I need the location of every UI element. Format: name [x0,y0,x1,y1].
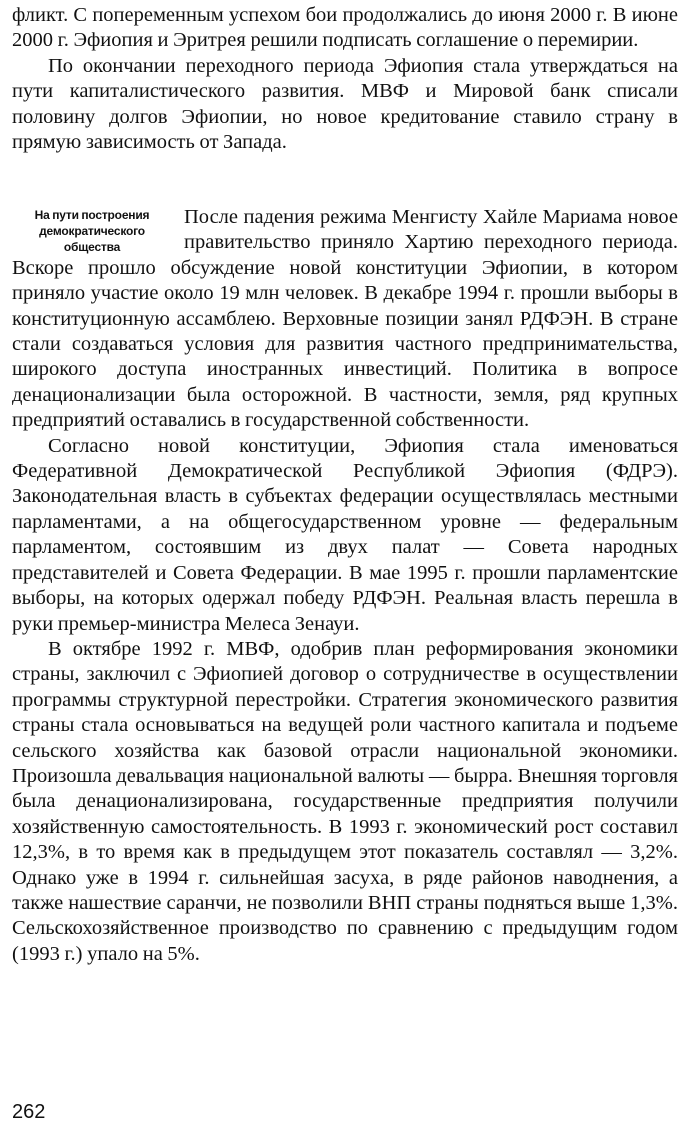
paragraph-continuation: фликт. С попеременным успехом бои продолжались до июня 2000 г. В июне 2000 г. Эфиопия и Эритрея решили подписать соглашение о перемирии. [12,4,678,52]
paragraph-federal-republic: Согласно новой конституции, Эфиопия стала именоваться Федеративной Демократической Республикой Эфиопия (ФДРЭ). Законодательная власть в субъектах федерации осуществлялась местными парламентами, а на общегосударственном уровне — федеральным парламентом, состоявшим из двух палат — Совета народных представителей и Совета Федерации. В мае 1995 г. прошли парламентские выборы, на которых одержал победу РДФЭН. Реальная власть перешла в руки премьер-министра Мелеса Зенауи. [12,434,678,635]
paragraph-economic-reform: В октябре 1992 г. МВФ, одобрив план реформирования экономики страны, заключил с Эфиопией договор о сотрудничестве в осуществлении программы структурной перестройки. Стратегия экономического развития страны стала основываться на ведущей роли частного капитала и подъеме сельского хозяйства как базовой отрасли национальной экономики. Произошла девальвация национальной валюты — бырра. Внешняя торговля была денационализирована, государственные предприятия получили хозяйственную самостоятельность. В 1993 г. экономический рост составил 12,3%, в то время как в предыдущем этот показатель составлял — 3,2%. Однако уже в 1994 г. сильнейшая засуха, в ряде районов наводнения, а также нашествие саранчи, не позволили ВНП страны подняться выше 1,3%. Сельскохозяйственное производство по сравнению с предыдущим годом (1993 г.) упало на 5%. [12,637,678,965]
margin-heading: На пути построения демократического общества [34,208,150,254]
paragraph-capitalist-development: По окончании переходного периода Эфиопия стала утверждаться на пути капиталистического развития. МВФ и Мировой банк списали половину долгов Эфиопии, но новое кредитование ставило страну в прямую зависимость от Запада. [12,54,678,154]
section-text-block [12,205,678,967]
paragraph-new-constitution: После падения режима Менгисту Хайле Мариама новое правительство приняло Хартию переходного периода. Вскоре прошло обсуждение новой конституции Эфиопии, в котором приняло участие около 19 млн человек. В декабре 1994 г. прошли выборы в конституционную ассамблею. Верховные позиции занял РДФЭН. В стране стали создаваться условия для развития частного предпринимательства, широкого доступа иностранных инвестиций. Политика в вопросе денационализации была осторожной. В частности, земля, ряд крупных предприятий оставались в государственной собственности. [12,206,678,432]
top-text-block [12,3,678,155]
page-number: 262 [12,1101,46,1123]
